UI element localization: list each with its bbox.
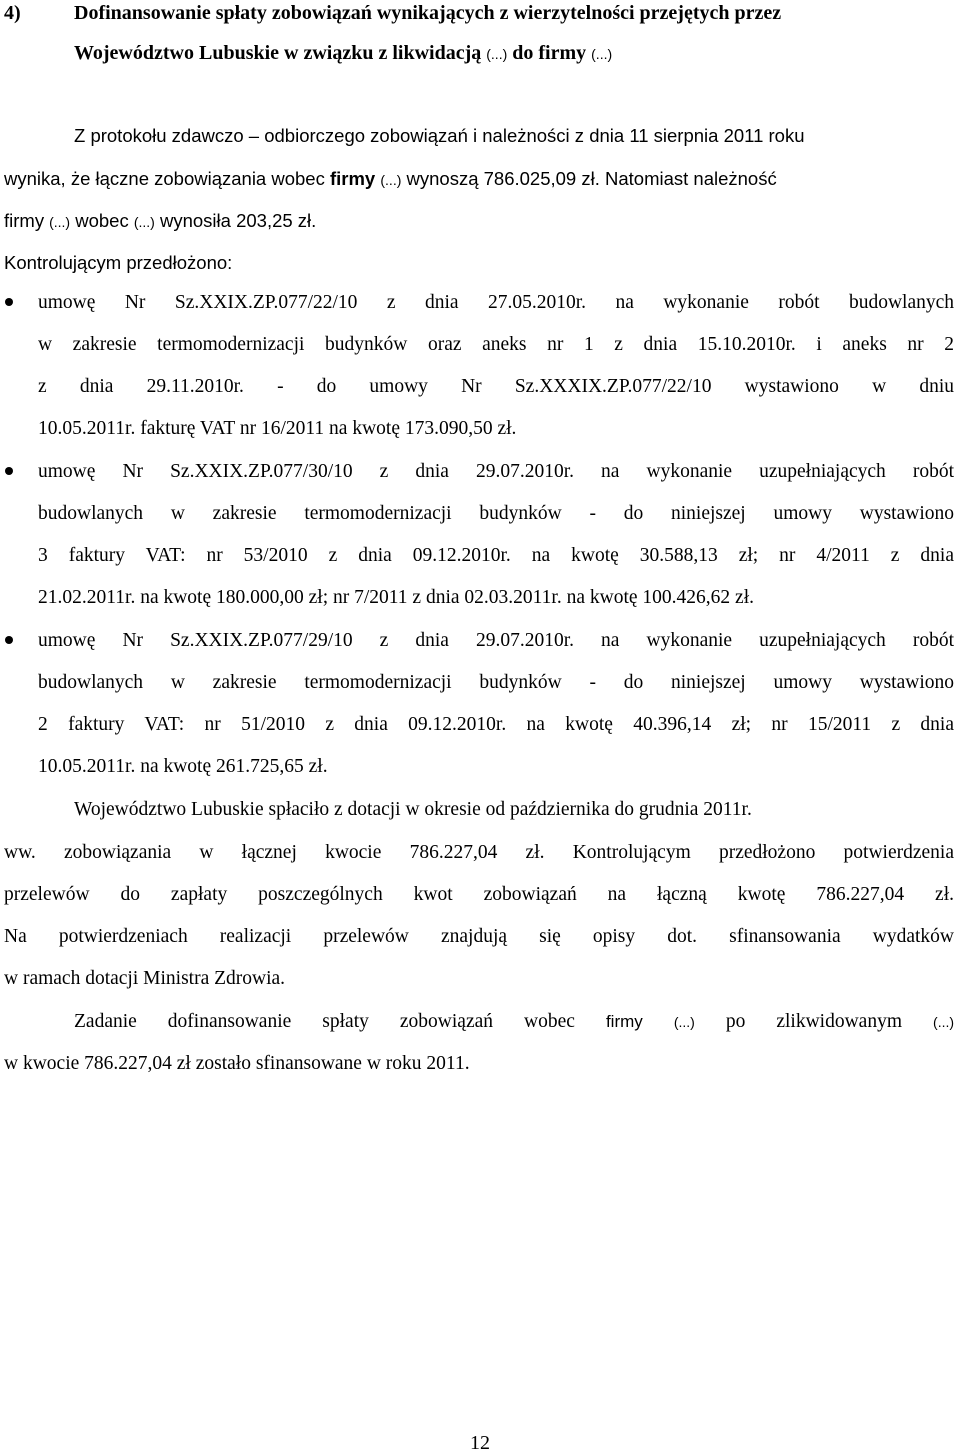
- firm-label: firmy: [4, 210, 45, 231]
- section-number: 4): [4, 2, 21, 24]
- para1-line3-text: wobec: [75, 210, 129, 231]
- bullet-dot: [5, 636, 13, 644]
- list-item-line: z dnia 29.11.2010r. - do umowy Nr Sz.XXXIX.ZP.077/22/10 wystawiono w dniu: [38, 376, 954, 397]
- redaction-marker: (...): [49, 214, 71, 230]
- firm-label: firmy: [329, 168, 376, 189]
- redaction-marker: (...): [133, 214, 155, 230]
- section-heading-line2: [74, 42, 960, 65]
- section-heading-line1: [4, 2, 960, 24]
- para2-line: Województwo Lubuskie spłaciło z dotacji w okresie od października do grudnia 2011r.: [74, 799, 752, 820]
- list-item-line: 2 faktury VAT: nr 51/2010 z dnia 09.12.2010r. na kwotę 40.396,14 zł; nr 15/2011 z dnia: [38, 714, 954, 735]
- bullet-dot: [5, 298, 13, 306]
- section-title-line2: Województwo Lubuskie w związku z likwidacją: [74, 42, 482, 64]
- para3-line2: w kwocie 786.227,04 zł zostało sfinansowane w roku 2011.: [4, 1053, 470, 1074]
- para1-line3: [4, 210, 960, 233]
- firm-label: firmy: [605, 1012, 643, 1031]
- list-item-line: 10.05.2011r. fakturę VAT nr 16/2011 na kwotę 173.090,50 zł.: [38, 418, 517, 439]
- para2-line: w ramach dotacji Ministra Zdrowia.: [4, 968, 286, 989]
- list-item-line: umowę Nr Sz.XXIX.ZP.077/29/10 z dnia 29.07.2010r. na wykonanie uzupełniających robót: [38, 630, 954, 651]
- para3-text: Zadanie dofinansowanie spłaty zobowiązań wobec: [74, 1011, 575, 1032]
- para2-line: przelewów do zapłaty poszczególnych kwot zobowiązań na łączną kwotę 786.227,04 zł.: [4, 884, 954, 905]
- para1-line3-amount: wynosiła 203,25 zł.: [159, 210, 317, 231]
- para2-line: ww. zobowiązania w łącznej kwocie 786.227,04 zł. Kontrolującym przedłożono potwierdzenia: [4, 842, 954, 863]
- list-item-line: umowę Nr Sz.XXIX.ZP.077/30/10 z dnia 29.07.2010r. na wykonanie uzupełniających robót: [38, 461, 954, 482]
- para1-line2: [4, 168, 960, 191]
- list-item-line: budowlanych w zakresie termomodernizacji budynków - do niniejszej umowy wystawiono: [38, 503, 954, 524]
- list-item-line: umowę Nr Sz.XXIX.ZP.077/22/10 z dnia 27.05.2010r. na wykonanie robót budowlanych: [38, 292, 954, 313]
- list-item-line: 21.02.2011r. na kwotę 180.000,00 zł; nr 7/2011 z dnia 02.03.2011r. na kwotę 100.426,62 zł.: [38, 587, 754, 608]
- redaction-marker: (...): [591, 46, 613, 62]
- redaction-marker: (...): [933, 1014, 955, 1030]
- para3-text: po zlikwidowanym: [725, 1011, 903, 1032]
- para1-line2-text: wynika, że łączne zobowiązania wobec: [4, 168, 325, 189]
- page-number: 12: [470, 1432, 490, 1454]
- redaction-marker: (...): [486, 46, 508, 62]
- list-item-line: budowlanych w zakresie termomodernizacji budynków - do niniejszej umowy wystawiono: [38, 672, 954, 693]
- section-title-line1: Dofinansowanie spłaty zobowiązań wynikających z wierzytelności przejętych przez: [74, 2, 782, 24]
- para1-line4: [4, 252, 960, 274]
- list-item-line: 10.05.2011r. na kwotę 261.725,65 zł.: [38, 756, 328, 777]
- para1-line2-amount: wynoszą 786.025,09 zł. Natomiast należność: [406, 168, 777, 189]
- redaction-marker: (...): [673, 1014, 695, 1030]
- bullet-dot: [5, 467, 13, 475]
- para1-line1: [74, 125, 954, 147]
- para2-line: Na potwierdzeniach realizacji przelewów znajdują się opisy dot. sfinansowania wydatków: [4, 926, 954, 947]
- list-item-line: w zakresie termomodernizacji budynków oraz aneks nr 1 z dnia 15.10.2010r. i aneks nr 2: [38, 334, 954, 355]
- para1-line1-text: Z protokołu zdawczo – odbiorczego zobowiązań i należności z dnia 11 sierpnia 2011 roku: [74, 125, 805, 146]
- list-item-line: 3 faktury VAT: nr 53/2010 z dnia 09.12.2010r. na kwotę 30.588,13 zł; nr 4/2011 z dnia: [38, 545, 954, 566]
- submitted-label: Kontrolującym przedłożono:: [4, 252, 233, 273]
- redaction-marker: (...): [380, 172, 402, 188]
- section-title-line2-firm: do firmy: [512, 42, 587, 64]
- para3-line1: [74, 1011, 954, 1033]
